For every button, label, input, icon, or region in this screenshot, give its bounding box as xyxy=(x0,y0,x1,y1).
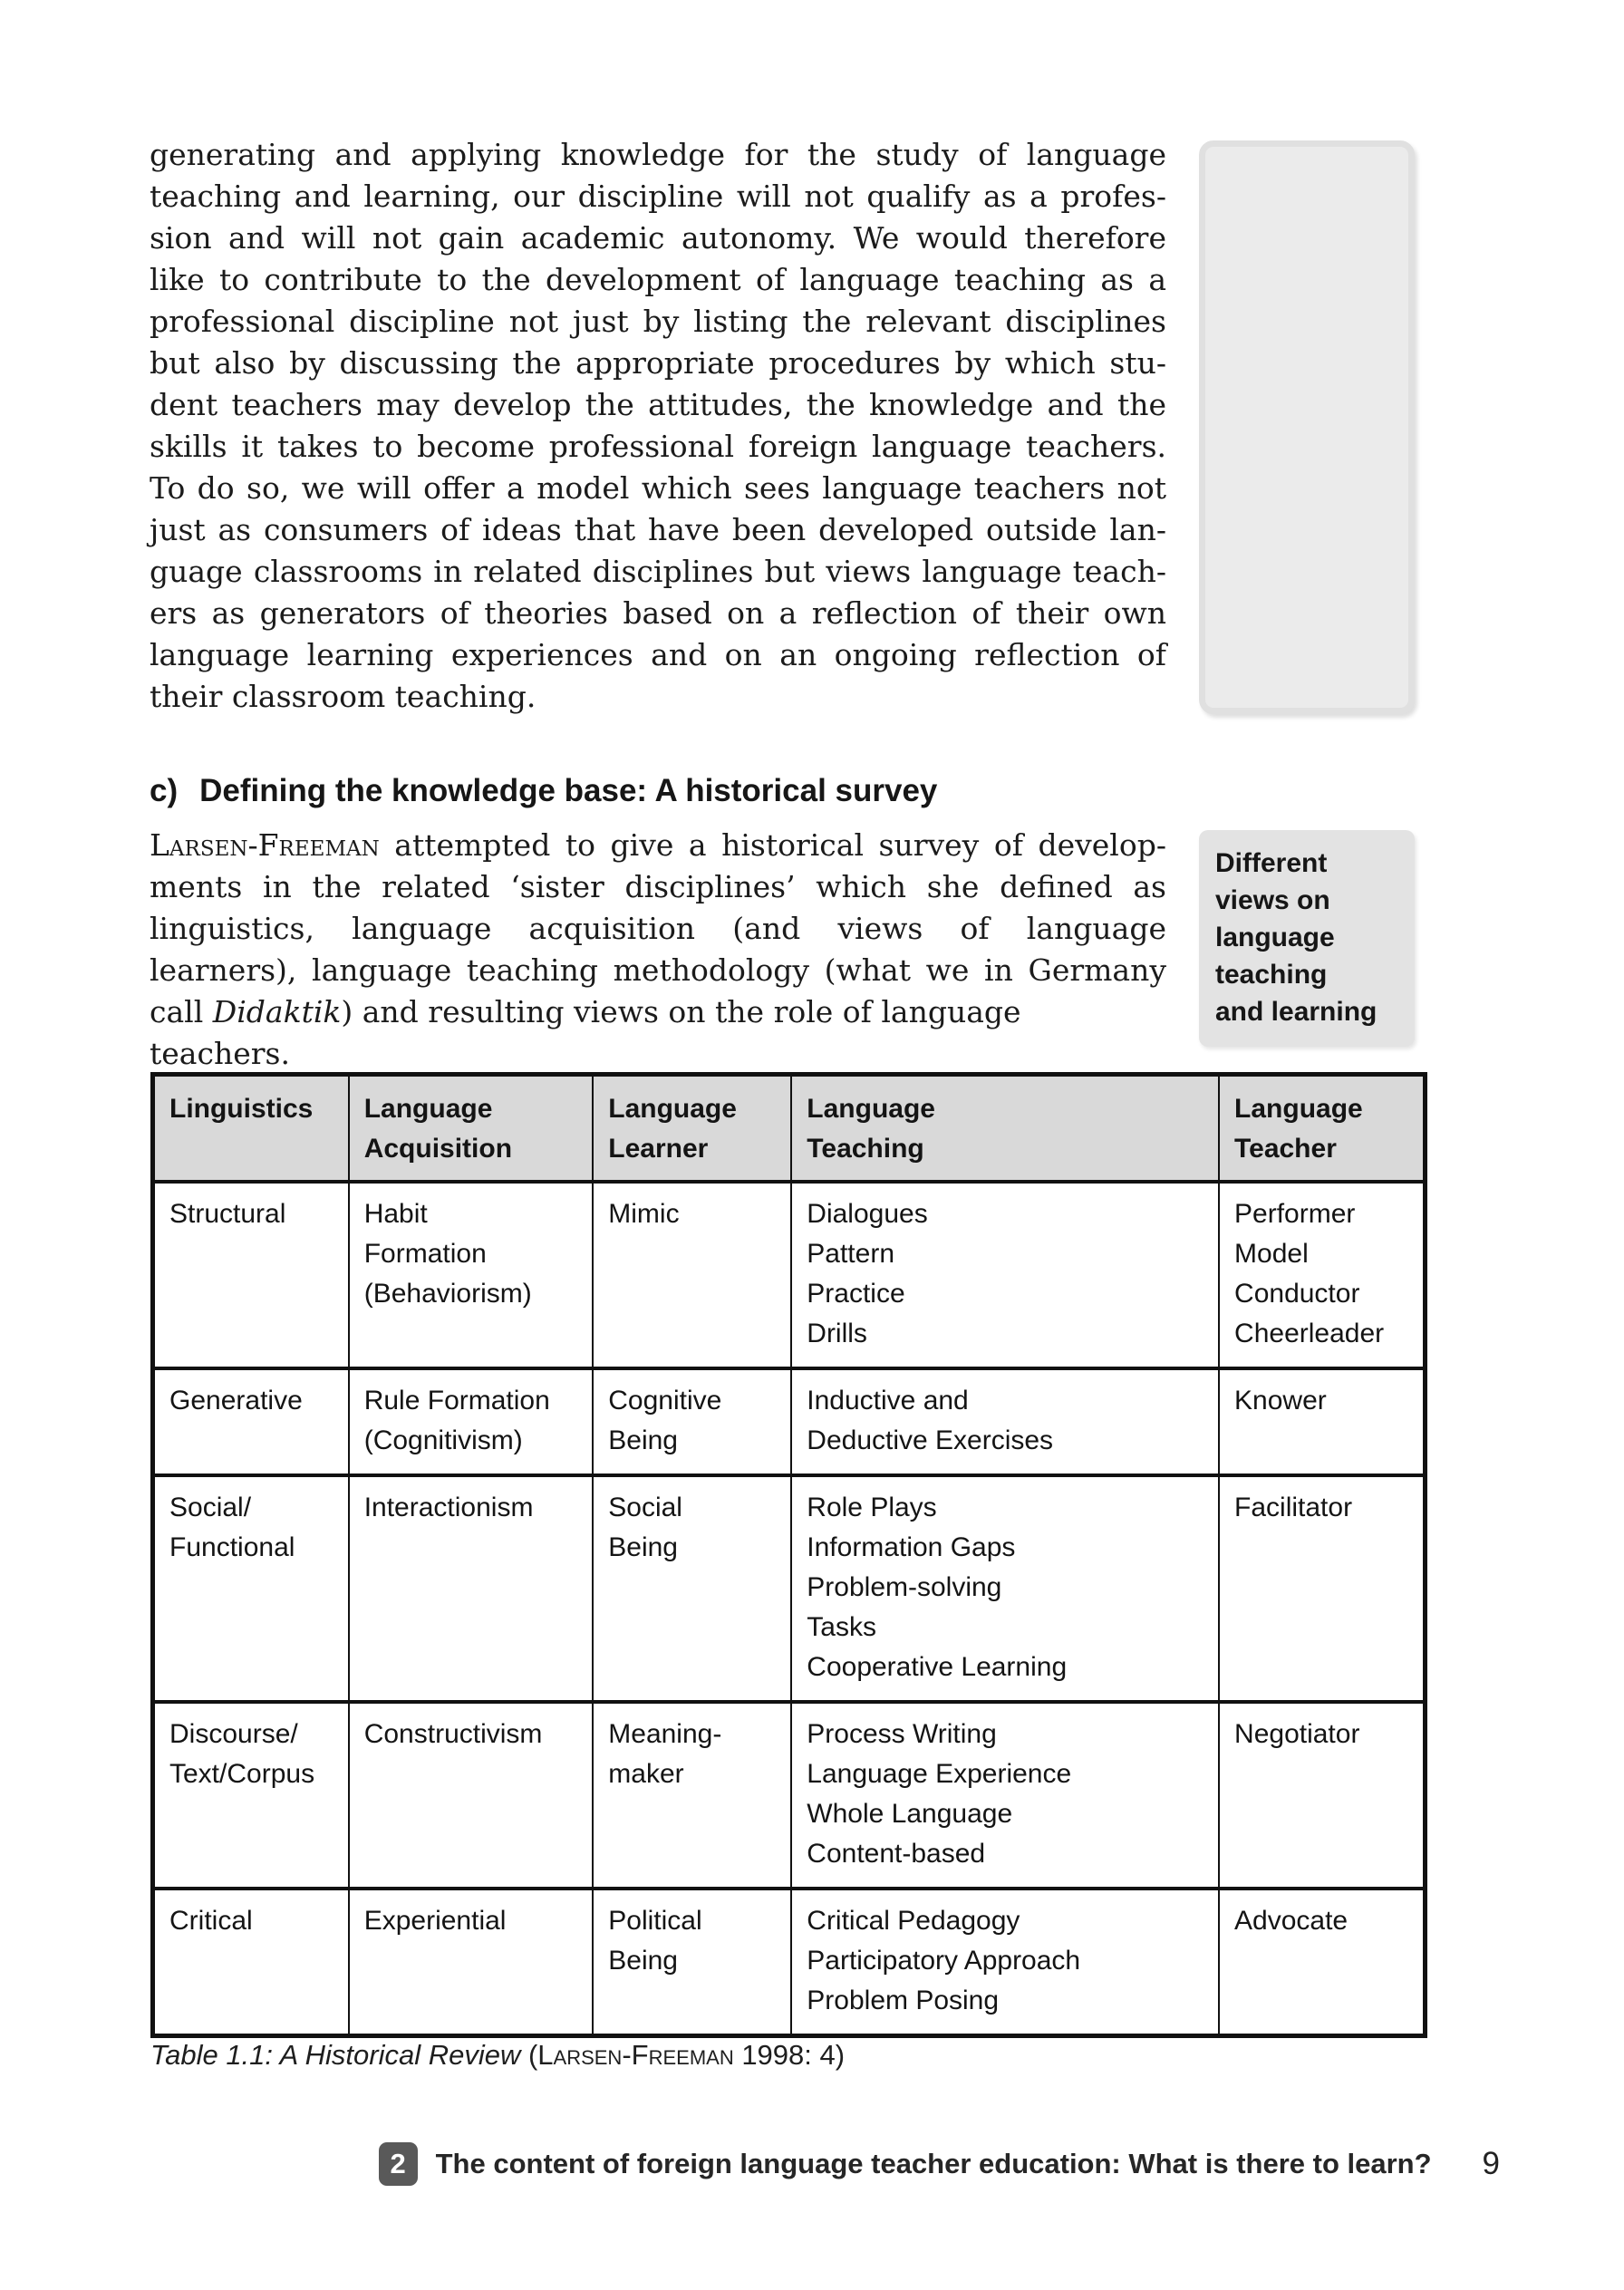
historical-review-table-wrap xyxy=(150,1072,1427,2038)
page-number: 9 xyxy=(1482,2146,1500,2181)
text-segment: ( xyxy=(520,2039,538,2071)
chapter-title: The content of foreign language teacher education: What is there to learn? xyxy=(435,2148,1432,2179)
text-line: Constructivism xyxy=(363,1719,543,1749)
text-line: Discourse/ xyxy=(169,1719,298,1749)
text-line: Experiential xyxy=(363,1906,507,1936)
text-line: but also by discussing the appropriate procedures by which stu- xyxy=(150,345,1166,381)
text-line: ers as generators of theories based on a reflection of their own xyxy=(150,595,1166,631)
section-letter: c) xyxy=(150,773,179,808)
text-line: Linguistics xyxy=(169,1094,314,1124)
table-cell xyxy=(1219,1889,1425,2036)
table-row xyxy=(153,1475,1426,1702)
text-line: Participatory Approach xyxy=(807,1946,1081,1976)
text-line: Being xyxy=(608,1532,678,1562)
text-line: Acquisition xyxy=(363,1134,513,1164)
text-line: Information Gaps xyxy=(807,1532,1016,1562)
text-line: Performer xyxy=(1234,1199,1356,1229)
text-line xyxy=(150,991,1166,1075)
table-cell xyxy=(593,1182,791,1368)
table-cell xyxy=(153,1368,349,1475)
text-line: Role Plays xyxy=(807,1493,937,1522)
table-row xyxy=(153,1182,1426,1368)
table-caption xyxy=(150,2039,845,2072)
text-line: Critical Pedagogy xyxy=(807,1906,1020,1936)
text-line: Drills xyxy=(807,1319,867,1348)
text-line: professional discipline not just by listing the relevant disciplines xyxy=(150,304,1166,339)
table-header-row xyxy=(153,1075,1426,1183)
table-cell xyxy=(791,1702,1219,1889)
table-row xyxy=(153,1368,1426,1475)
text-line: Being xyxy=(608,1946,678,1976)
text-line: Text/Corpus xyxy=(169,1759,315,1789)
text-line: teaching xyxy=(1215,960,1328,990)
text-line: Cooperative Learning xyxy=(807,1652,1068,1682)
text-line: Model xyxy=(1234,1239,1309,1269)
margin-placeholder-box xyxy=(1199,140,1415,714)
header-cell xyxy=(349,1075,594,1183)
table-cell xyxy=(791,1889,1219,2036)
text-line: Learner xyxy=(608,1134,709,1164)
table-cell xyxy=(791,1475,1219,1702)
table-cell xyxy=(1219,1368,1425,1475)
chapter-number-badge: 2 xyxy=(379,2142,418,2186)
text-line: language xyxy=(1215,923,1335,952)
text-line: Teacher xyxy=(1234,1134,1337,1164)
text-line: To do so, we will offer a model which sees language teachers not xyxy=(150,470,1166,506)
text-segment: Didaktik xyxy=(212,994,342,1029)
section-title: Defining the knowledge base: A historical survey xyxy=(199,773,938,808)
section-heading xyxy=(150,773,937,809)
text-line: maker xyxy=(608,1759,684,1789)
text-line: dent teachers may develop the attitudes, the knowledge and the xyxy=(150,387,1166,422)
text-line: Mimic xyxy=(608,1199,680,1229)
text-line: Content-based xyxy=(807,1839,986,1869)
text-line: Formation xyxy=(363,1239,487,1269)
text-line xyxy=(150,825,1166,866)
header-cell xyxy=(791,1075,1219,1183)
text-line: (Cognitivism) xyxy=(363,1425,523,1455)
text-line: like to contribute to the development of language teaching as a xyxy=(150,262,1166,297)
text-line: Language xyxy=(608,1094,737,1124)
text-line: Conductor xyxy=(1234,1279,1360,1309)
text-line: Knower xyxy=(1234,1386,1327,1416)
text-line: skills it takes to become professional foreign language teachers. xyxy=(150,429,1166,464)
table-cell xyxy=(1219,1702,1425,1889)
text-line: Being xyxy=(608,1425,678,1455)
text-line: Deductive Exercises xyxy=(807,1425,1054,1455)
historical-review-table xyxy=(150,1072,1427,2038)
table-cell xyxy=(1219,1182,1425,1368)
text-line: Functional xyxy=(169,1532,295,1562)
body-paragraph-1 xyxy=(150,134,1166,718)
text-segment: 1998: 4) xyxy=(733,2039,846,2071)
text-line xyxy=(150,950,1166,991)
table-cell xyxy=(593,1475,791,1702)
text-line: Cognitive xyxy=(608,1386,722,1416)
text-line: Habit xyxy=(363,1199,428,1229)
text-line: Political xyxy=(608,1906,702,1936)
header-cell xyxy=(1219,1075,1425,1183)
body-paragraph-2 xyxy=(150,825,1166,1075)
text-line: Practice xyxy=(807,1279,905,1309)
page-footer xyxy=(150,2140,1500,2188)
text-line: Pattern xyxy=(807,1239,895,1269)
text-line: Language Experience xyxy=(807,1759,1072,1789)
table-row xyxy=(153,1702,1426,1889)
table-cell xyxy=(349,1889,594,2036)
text-line: teaching and learning, our discipline will not qualify as a profes- xyxy=(150,179,1166,214)
text-line: (Behaviorism) xyxy=(363,1279,532,1309)
text-line: Social/ xyxy=(169,1493,252,1522)
table-cell xyxy=(349,1702,594,1889)
text-line: Cheerleader xyxy=(1234,1319,1385,1348)
table-cell xyxy=(153,1475,349,1702)
text-segment: learners), language teaching methodology (what we in Germany xyxy=(150,952,1166,988)
text-line: Language xyxy=(1234,1094,1363,1124)
text-line: their classroom teaching. xyxy=(150,679,536,714)
text-line: and learning xyxy=(1215,997,1378,1027)
text-line: sion and will not gain academic autonomy. We would therefore xyxy=(150,220,1166,256)
table-cell xyxy=(791,1368,1219,1475)
table-cell xyxy=(349,1475,594,1702)
text-line: Process Writing xyxy=(807,1719,997,1749)
table-cell xyxy=(349,1182,594,1368)
text-line: Dialogues xyxy=(807,1199,928,1229)
text-line: Language xyxy=(807,1094,935,1124)
margin-note xyxy=(1199,830,1415,1047)
text-line: Advocate xyxy=(1234,1906,1348,1936)
text-line: Interactionism xyxy=(363,1493,534,1522)
text-segment: Larsen-Freeman xyxy=(150,827,380,863)
text-line: generating and applying knowledge for the study of language xyxy=(150,137,1166,172)
text-line: Negotiator xyxy=(1234,1719,1360,1749)
header-cell xyxy=(593,1075,791,1183)
text-line: Whole Language xyxy=(807,1799,1013,1829)
text-line: language learning experiences and on an ongoing reflection of xyxy=(150,637,1166,672)
text-line xyxy=(150,908,1166,950)
text-line: Language xyxy=(363,1094,493,1124)
text-line: Problem-solving xyxy=(807,1572,1002,1602)
header-cell xyxy=(153,1075,349,1183)
text-line: Tasks xyxy=(807,1612,876,1642)
text-line: Different xyxy=(1215,848,1328,878)
table-cell xyxy=(1219,1475,1425,1702)
text-segment: attempted to give a historical survey of develop- xyxy=(379,827,1166,863)
table-cell xyxy=(153,1889,349,2036)
table-cell xyxy=(593,1889,791,2036)
text-line: Teaching xyxy=(807,1134,924,1164)
text-line: views on xyxy=(1215,885,1330,915)
text-segment: call xyxy=(150,994,213,1029)
text-segment: ments in the related ‘sister disciplines’ which she defined as xyxy=(150,869,1166,904)
table-cell xyxy=(593,1702,791,1889)
table-row xyxy=(153,1889,1426,2036)
table-cell xyxy=(791,1182,1219,1368)
table-cell xyxy=(593,1368,791,1475)
text-segment: Larsen-Freeman xyxy=(537,2039,734,2071)
text-line: Social xyxy=(608,1493,682,1522)
text-line: Rule Formation xyxy=(363,1386,550,1416)
text-line: Inductive and xyxy=(807,1386,969,1416)
text-line: Structural xyxy=(169,1199,286,1229)
text-line: Facilitator xyxy=(1234,1493,1353,1522)
text-segment: Table 1.1: A Historical Review xyxy=(150,2039,521,2071)
text-segment: linguistics, language acquisition (and views of language xyxy=(150,911,1166,946)
table-cell xyxy=(153,1182,349,1368)
text-line xyxy=(150,866,1166,908)
table-cell xyxy=(153,1702,349,1889)
text-line: Critical xyxy=(169,1906,253,1936)
text-line: guage classrooms in related disciplines but views language teach- xyxy=(150,554,1166,589)
text-line: Problem Posing xyxy=(807,1986,1000,2015)
text-line: just as consumers of ideas that have been developed outside lan- xyxy=(150,512,1166,547)
text-line: Meaning- xyxy=(608,1719,722,1749)
text-line: Generative xyxy=(169,1386,303,1416)
table-cell xyxy=(349,1368,594,1475)
text-segment: ) and resulting views on the role of language teachers. xyxy=(150,994,1021,1071)
